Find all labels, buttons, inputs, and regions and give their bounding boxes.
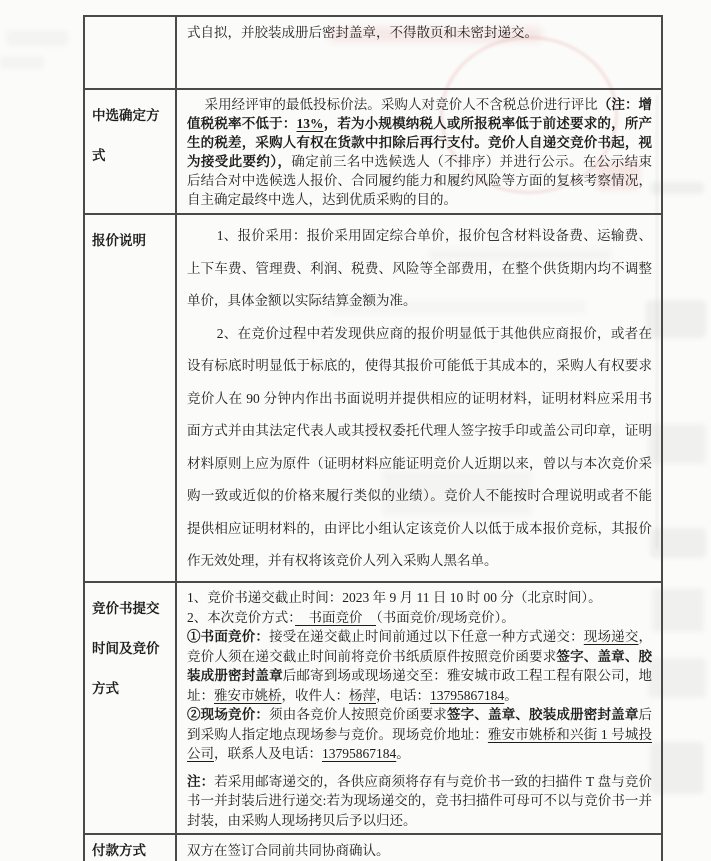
paragraph [187, 705, 652, 764]
text-segment: 。 [396, 746, 410, 761]
text-segment: ，电话： [376, 687, 430, 703]
text-segment: 2、在竞价过程中若发现供应商的报价明显低于其他供应商报价，或者在设有标底时明显低于标底的，使得其报价可能低于其成本的，采购人有权要求竞价人在 90 分钟内作出书面说明并提供相应的证明材料，证明材料应采用书面方式并由其法定代表人或其授权委托代理人签字按手印或盖公司印章，证明材料原则上应为原件（证明材料应能证明竞价人近期以来，曾以与本次竞价采购一致或近似的价格来履行类似的业绩）。竞价人不能按时合理说明或者不能提供相应证明材料的，由评比小组认定该竞价人以低于成本报价竞标，其报价作无效处理，并有权将该竞价人列入采购人黑名单。 [187, 325, 652, 568]
text-segment: （书面竞价/现场竞价）。 [376, 609, 515, 625]
row-content [176, 582, 662, 834]
table-row [84, 214, 662, 582]
table-row [84, 834, 662, 861]
table-body [84, 16, 662, 861]
text-segment: 签字、盖章、胶装成册密封盖章 [446, 707, 639, 722]
paragraph [187, 772, 652, 831]
row-label: 付款方式 [84, 834, 176, 861]
text-segment: 须由各竞价人按照竞价函要求 [269, 707, 447, 722]
text-segment: 13795867184 [322, 746, 397, 761]
table-row [84, 582, 662, 834]
row-content [176, 834, 662, 861]
text-segment: 确定前三名中选候选人（不排序）并进行公示。在公示结束后结合对中选候选人报价、合同履约能力和履约风险等方面的复核考察情况，自主确定最终中选人，达到优质采购的目的。 [187, 154, 653, 207]
text-segment: 杨萍 [349, 687, 376, 703]
text-segment: 雅安市姚桥和兴街 1 号城投公司 [187, 726, 653, 761]
text-segment: 签字、盖章、胶装成册密封盖章 [187, 648, 653, 683]
row-content [176, 214, 662, 582]
paragraph [187, 22, 652, 43]
paragraph [187, 839, 652, 859]
paragraph [187, 95, 652, 209]
table-row [84, 16, 662, 89]
text-segment: ，若为小规模纳税人或所报税率低于前述要求的，所产生的税差，采购人有权在货款中扣除后再行支付。竞价人自递交竞价书起，视为接受此要约）， [187, 116, 652, 169]
procurement-terms-table [83, 15, 663, 861]
text-segment: 若采用邮寄递交的，各供应商须将存有与竞价书一致的扫描件 T 盘与竞价书一并封装后进行递交:若为现场递交的，竞书扫描件可母可不以与竞价书一并封装，由采购人现场拷贝后予以归还。 [187, 773, 652, 828]
text-segment: 后到采购人指定地点现场参与竞价。现场竞价地址： [187, 707, 653, 742]
row-label: 竞价书提交 时间及竞价 方式 [84, 582, 176, 834]
row-content [176, 16, 662, 89]
text-segment: ，收件人： [281, 687, 349, 703]
row-label: 报价说明 [84, 214, 176, 582]
text-segment: 。 [504, 687, 518, 703]
paragraph [187, 220, 652, 318]
table-row [84, 89, 662, 214]
row-label: 中选确定方 式 [84, 89, 176, 214]
bleed-through-artifact [6, 30, 68, 46]
text-segment: 书面竞价 [295, 609, 376, 625]
paragraph [187, 608, 652, 628]
paragraph [187, 318, 652, 578]
text-segment: ，竞价人须在递交截止时间前将竞价书纸质原件按照竞价函要求 [187, 629, 653, 664]
text-segment: 雅安市姚桥 [214, 687, 282, 703]
text-segment: ①书面竞价： [187, 629, 270, 644]
text-segment: 1、竞价书递交截止时间：2023 年 9 月 11 日 10 时 00 分（北京时间）。 [187, 590, 602, 605]
text-segment: 2、本次竞价方式： [187, 609, 295, 625]
text-segment: 式自拟，并胶装成册后密封盖章，不得散页和未密封递交。 [187, 25, 538, 40]
text-segment: 后邮寄到场或现场递交至：雅安城市政工程工程有限公司，地址： [187, 668, 653, 703]
text-segment: 13% [296, 116, 324, 131]
paragraph [187, 588, 652, 608]
paragraph [187, 627, 652, 705]
row-content [176, 89, 662, 214]
text-segment: （注：增值税税率不低于： [187, 97, 653, 131]
text-segment: 接受在递交截止时间前通过以下任意一种方式递交： [269, 629, 584, 644]
text-segment: 1、报价采用：报价采用固定综合单价，报价包含材料设备费、运输费、上下车费、管理费、利润、税费、风险等全部费用，在整个供货期内均不调整单价，具体金额以实际结算金额为准。 [187, 228, 652, 308]
text-segment: ②现场竞价： [187, 707, 270, 722]
text-segment: 双方在签订合同前共同协商确认。 [187, 843, 390, 858]
text-segment: 13795867184 [430, 687, 505, 703]
bleed-through-artifact [0, 56, 44, 69]
text-segment: 采用经评审的最低投标价法。采购人对竞价人不含税总价进行评比 [204, 97, 598, 112]
row-label [84, 16, 176, 89]
text-segment: 注： [187, 773, 215, 789]
text-segment: ，联系人及电话： [214, 746, 322, 761]
text-segment: 现场递交 [583, 629, 639, 644]
